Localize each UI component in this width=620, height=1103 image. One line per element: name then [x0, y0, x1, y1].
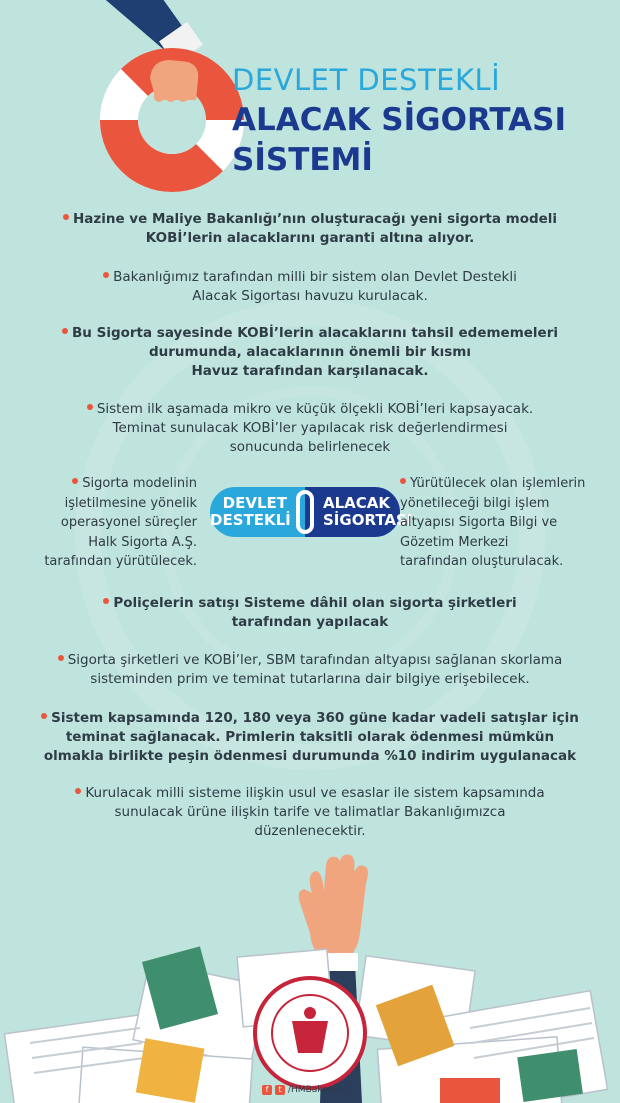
- bullet-text: Sigorta şirketleri ve KOBİ’ler, SBM tarafından altyapısı sağlanan skorlama: [67, 652, 563, 668]
- handle-text: /HMBakanligi: [288, 1085, 347, 1095]
- side-text: altyapısı Sigorta Bilgi ve: [400, 515, 558, 530]
- side-text: tarafından oluşturulacak.: [400, 554, 564, 569]
- bullet-text: sonucunda belirlenecek: [229, 439, 391, 455]
- logo-left-half: [210, 487, 305, 537]
- bullet-dot-icon: [87, 404, 93, 410]
- bullet-item: [20, 210, 600, 248]
- logo-text: DEVLET: [222, 494, 287, 512]
- bullet-text: durumunda, alacaklarının önemli bir kısmı: [149, 344, 471, 360]
- bullet-text: KOBİ’lerin alacaklarını garanti altına alıyor.: [145, 230, 475, 246]
- logo-text: SİGORTASI: [323, 511, 413, 529]
- side-text: işletilmesine yönelik: [64, 495, 197, 511]
- chain-link-icon: [296, 490, 314, 534]
- bullet-dot-icon: [400, 478, 406, 484]
- bullet-dot-icon: [75, 788, 81, 794]
- bullet-item: [20, 594, 600, 632]
- bullet-text: tarafından yapılacak: [231, 614, 389, 630]
- bullet-item: [20, 324, 600, 381]
- bullet-item: [20, 268, 600, 306]
- title-line-1: DEVLET DESTEKLİ: [232, 63, 501, 97]
- bullet-text: Alacak Sigortası havuzu kurulacak.: [192, 288, 428, 304]
- title-line-3: SİSTEMİ: [232, 142, 373, 178]
- side-text: yönetileceği bilgi işlem: [400, 495, 550, 511]
- bullet-text: teminat sağlanacak. Primlerin taksitli olarak ödenmesi mümkün: [65, 729, 555, 745]
- bullet-text: Kurulacak milli sisteme ilişkin usul ve esaslar ile sistem kapsamında: [85, 785, 545, 801]
- side-text: Yürütülecek olan işlemlerin: [410, 476, 586, 491]
- bullet-item: [20, 784, 600, 841]
- bullet-dot-icon: [41, 713, 47, 719]
- bullet-text: sunulacak ürüne ilişkin tarife ve talimatlar Bakanlığımızca: [114, 804, 506, 820]
- bullet-text: Sistem kapsamında 120, 180 veya 360 güne kadar vadeli satışlar için: [51, 710, 579, 726]
- bullet-dot-icon: [72, 478, 78, 484]
- bullet-text: Havuz tarafından karşılanacak.: [191, 363, 429, 379]
- bullet-text: Hazine ve Maliye Bakanlığı’nın oluşturacağı yeni sigorta modeli: [72, 211, 558, 227]
- bullet-text: Bakanlığımız tarafından milli bir sistem olan Devlet Destekli: [113, 269, 517, 285]
- bullet-text: Teminat sunulacak KOBİ’ler yapılacak risk değerlendirmesi: [112, 420, 508, 436]
- bullet-item: [20, 709, 600, 766]
- bullet-dot-icon: [62, 328, 68, 334]
- side-text: Sigorta modelinin: [82, 476, 197, 491]
- logo-right-half: [305, 487, 413, 537]
- facebook-icon[interactable]: f: [262, 1085, 272, 1095]
- logo-text: ALACAK: [323, 494, 391, 512]
- twitter-icon[interactable]: t: [275, 1085, 285, 1095]
- paper-pile-illustration: [0, 853, 620, 1103]
- bullet-text: Poliçelerin satışı Sisteme dâhil olan sigorta şirketleri: [113, 595, 517, 611]
- bullet-text: düzenlenecektir.: [254, 823, 366, 839]
- bullet-dot-icon: [63, 214, 69, 220]
- side-text: Halk Sigorta A.Ş.: [88, 534, 197, 550]
- bullet-item: [20, 400, 600, 457]
- side-text: Gözetim Merkezi: [400, 534, 509, 550]
- page-title: [232, 60, 612, 180]
- bullet-dot-icon: [103, 272, 109, 278]
- logo-text: DESTEKLİ: [210, 511, 291, 529]
- title-line-2: ALACAK SİGORTASI: [232, 102, 567, 138]
- bullet-dot-icon: [103, 598, 109, 604]
- bullet-text: Sistem ilk aşamada mikro ve küçük ölçekli KOBİ’leri kapsayacak.: [96, 401, 534, 417]
- side-text: operasyonel süreçler: [60, 515, 197, 530]
- bullet-text: Bu Sigorta sayesinde KOBİ’lerin alacaklarını tahsil edememeleri: [72, 325, 558, 341]
- bullet-item: [20, 651, 600, 689]
- bullet-text: olmakla birlikte peşin ödenmesi durumunda %10 indirim uygulanacak: [43, 748, 577, 764]
- program-logo: [210, 487, 413, 537]
- bullet-dot-icon: [58, 655, 64, 661]
- social-handle[interactable]: [262, 1083, 347, 1097]
- side-text: tarafından yürütülecek.: [44, 554, 197, 569]
- left-side-note: [12, 474, 197, 572]
- right-side-note: [400, 474, 610, 572]
- bullet-text: sisteminden prim ve teminat tutarlarına dair bilgiye erişebilecek.: [90, 671, 530, 687]
